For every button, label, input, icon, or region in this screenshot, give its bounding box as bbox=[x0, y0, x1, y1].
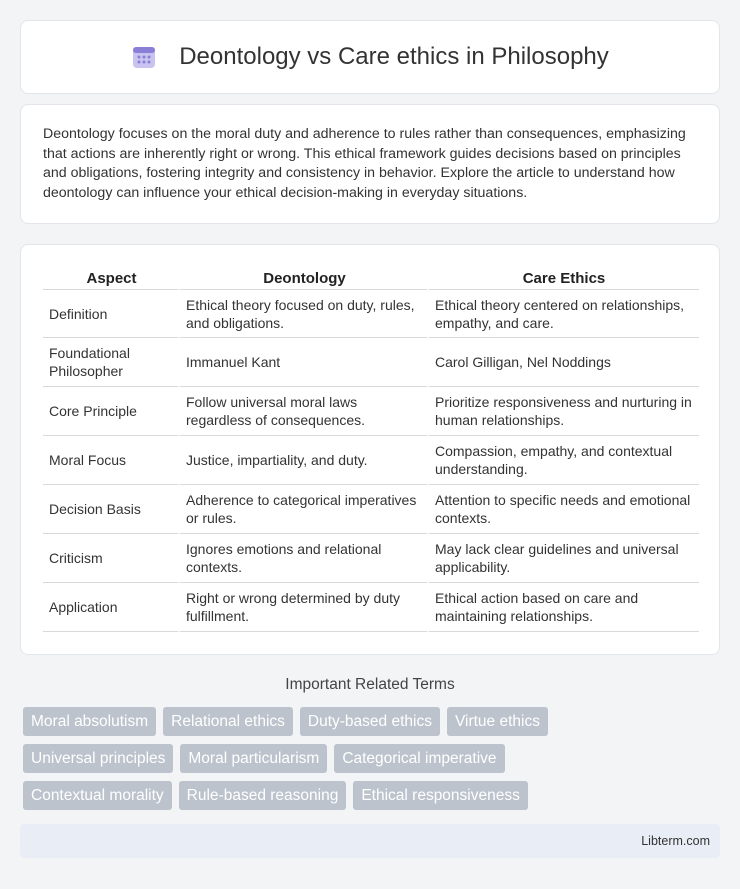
cell-aspect: Decision Basis bbox=[43, 485, 180, 534]
related-term-tag[interactable]: Contextual morality bbox=[23, 781, 172, 810]
comparison-table bbox=[43, 265, 699, 632]
cell-deontology: Justice, impartiality, and duty. bbox=[180, 436, 429, 485]
footer bbox=[20, 824, 720, 858]
related-term-tag[interactable]: Virtue ethics bbox=[447, 707, 548, 736]
cell-deontology: Follow universal moral laws regardless of consequences. bbox=[180, 387, 429, 436]
related-term-tag[interactable]: Duty-based ethics bbox=[300, 707, 440, 736]
header-deontology: Deontology bbox=[263, 270, 346, 287]
cell-aspect: Criticism bbox=[43, 534, 180, 583]
cell-care-ethics: Prioritize responsiveness and nurturing in human relationships. bbox=[429, 387, 699, 436]
intro-text: Deontology focuses on the moral duty and adherence to rules rather than consequences, emphasizing that actions are inherently right or wrong. This ethical framework guides decisions based on principles and obligations, fostering integrity and consistency in behavior. Explore the article to understand how deontology can influence your ethical decision-making in everyday situations. bbox=[43, 126, 686, 201]
related-term-tag[interactable]: Categorical imperative bbox=[334, 744, 504, 773]
header-card bbox=[20, 20, 720, 94]
cell-aspect: Core Principle bbox=[43, 387, 180, 436]
table-row bbox=[43, 338, 699, 387]
related-term-tag[interactable]: Moral absolutism bbox=[23, 707, 156, 736]
table-row bbox=[43, 485, 699, 534]
cell-care-ethics: Ethical action based on care and maintaining relationships. bbox=[429, 583, 699, 632]
cell-care-ethics: Compassion, empathy, and contextual understanding. bbox=[429, 436, 699, 485]
header-aspect: Aspect bbox=[86, 270, 137, 287]
footer-brand[interactable]: Libterm.com bbox=[641, 834, 710, 848]
related-terms-list bbox=[23, 707, 723, 818]
calendar-icon bbox=[131, 44, 157, 70]
table-row bbox=[43, 534, 699, 583]
related-term-tag[interactable]: Relational ethics bbox=[163, 707, 293, 736]
table-row bbox=[43, 436, 699, 485]
comparison-card bbox=[20, 244, 720, 655]
intro-card bbox=[20, 104, 720, 224]
related-term-tag[interactable]: Ethical responsiveness bbox=[353, 781, 528, 810]
cell-deontology: Immanuel Kant bbox=[180, 338, 429, 387]
related-term-tag[interactable]: Rule-based reasoning bbox=[179, 781, 347, 810]
page-title: Deontology vs Care ethics in Philosophy bbox=[179, 43, 609, 70]
cell-deontology: Right or wrong determined by duty fulfillment. bbox=[180, 583, 429, 632]
cell-care-ethics: Ethical theory centered on relationships, empathy, and care. bbox=[429, 289, 699, 338]
cell-care-ethics: May lack clear guidelines and universal applicability. bbox=[429, 534, 699, 583]
cell-care-ethics: Carol Gilligan, Nel Noddings bbox=[429, 338, 699, 387]
table-row bbox=[43, 387, 699, 436]
related-term-tag[interactable]: Moral particularism bbox=[180, 744, 327, 773]
related-terms-title: Important Related Terms bbox=[285, 676, 455, 693]
cell-aspect: Moral Focus bbox=[43, 436, 180, 485]
table-header-row bbox=[43, 265, 699, 289]
cell-deontology: Ethical theory focused on duty, rules, and obligations. bbox=[180, 289, 429, 338]
cell-care-ethics: Attention to specific needs and emotional contexts. bbox=[429, 485, 699, 534]
cell-aspect: Application bbox=[43, 583, 180, 632]
cell-aspect: Foundational Philosopher bbox=[43, 338, 180, 387]
related-term-tag[interactable]: Universal principles bbox=[23, 744, 173, 773]
cell-aspect: Definition bbox=[43, 289, 180, 338]
table-row bbox=[43, 289, 699, 338]
cell-deontology: Adherence to categorical imperatives or rules. bbox=[180, 485, 429, 534]
cell-deontology: Ignores emotions and relational contexts. bbox=[180, 534, 429, 583]
header-care-ethics: Care Ethics bbox=[522, 270, 606, 287]
table-row bbox=[43, 583, 699, 632]
